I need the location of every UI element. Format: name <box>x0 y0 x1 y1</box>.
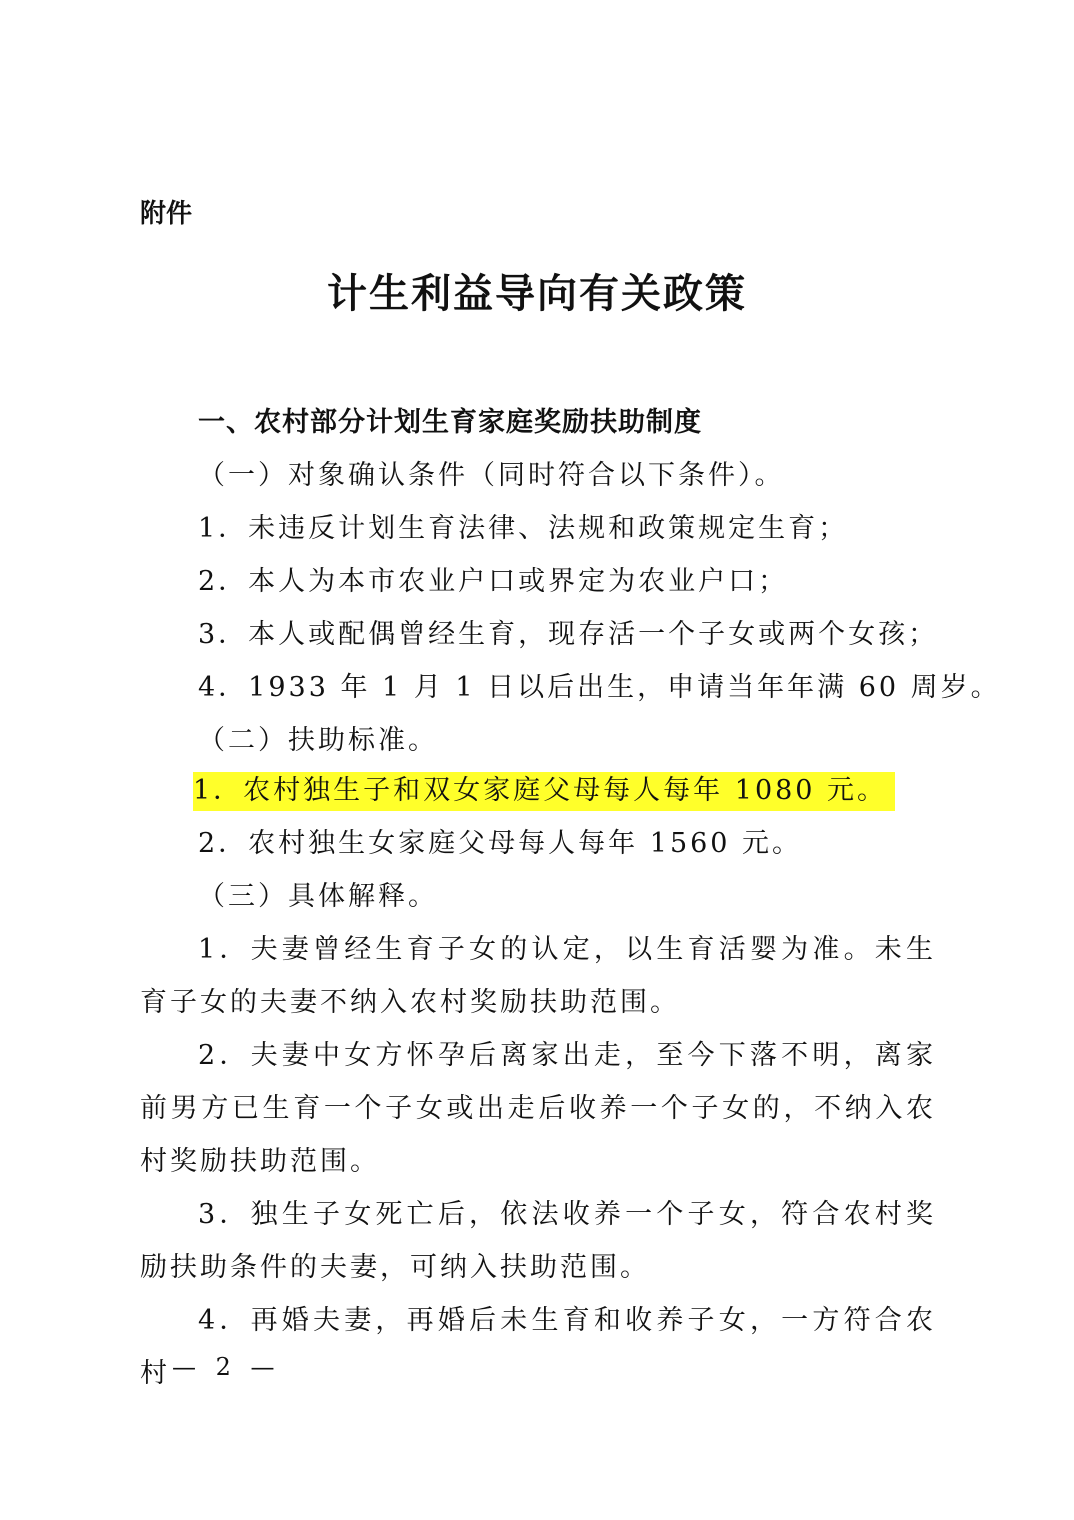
subsection-heading: （一）对象确认条件（同时符合以下条件）。 <box>198 460 785 491</box>
section-heading: 一、农村部分计划生育家庭奖励扶助制度 <box>198 407 702 438</box>
highlighted-text: 1．农村独生子和双女家庭父母每人每年 1080 元。 <box>193 772 895 811</box>
subsection-heading: （二）扶助标准。 <box>198 725 438 756</box>
subsection-heading: （三）具体解释。 <box>198 881 438 912</box>
condition-item: 3．本人或配偶曾经生育，现存活一个子女或两个女孩； <box>198 619 939 650</box>
explanation-paragraph: 3．独生子女死亡后，依法收养一个子女，符合农村奖励扶助条件的夫妻，可纳入扶助范围。 <box>140 1199 936 1283</box>
standard-item: 2．农村独生女家庭父母每人每年 1560 元。 <box>198 828 803 859</box>
explanation-paragraph: 4．再婚夫妻，再婚后未生育和收养子女，一方符合农村 <box>140 1305 936 1389</box>
highlighted-standard <box>193 772 895 810</box>
condition-item: 2．本人为本市农业户口或界定为农业户口； <box>198 566 789 597</box>
explanation-paragraph: 2．夫妻中女方怀孕后离家出走，至今下落不明，离家前男方已生育一个子女或出走后收养一个子女的，不纳入农村奖励扶助范围。 <box>140 1040 936 1177</box>
explanation-paragraph: 1．夫妻曾经生育子女的认定，以生育活婴为准。未生育子女的夫妻不纳入农村奖励扶助范围。 <box>140 934 936 1018</box>
condition-item: 4．1933 年 1 月 1 日以后出生，申请当年年满 60 周岁。 <box>198 672 1001 703</box>
condition-item: 1．未违反计划生育法律、法规和政策规定生育； <box>198 513 849 544</box>
attachment-label: 附件 <box>140 199 193 229</box>
document-title: 计生利益导向有关政策 <box>327 270 747 317</box>
page-number: — 2 — <box>172 1353 281 1381</box>
